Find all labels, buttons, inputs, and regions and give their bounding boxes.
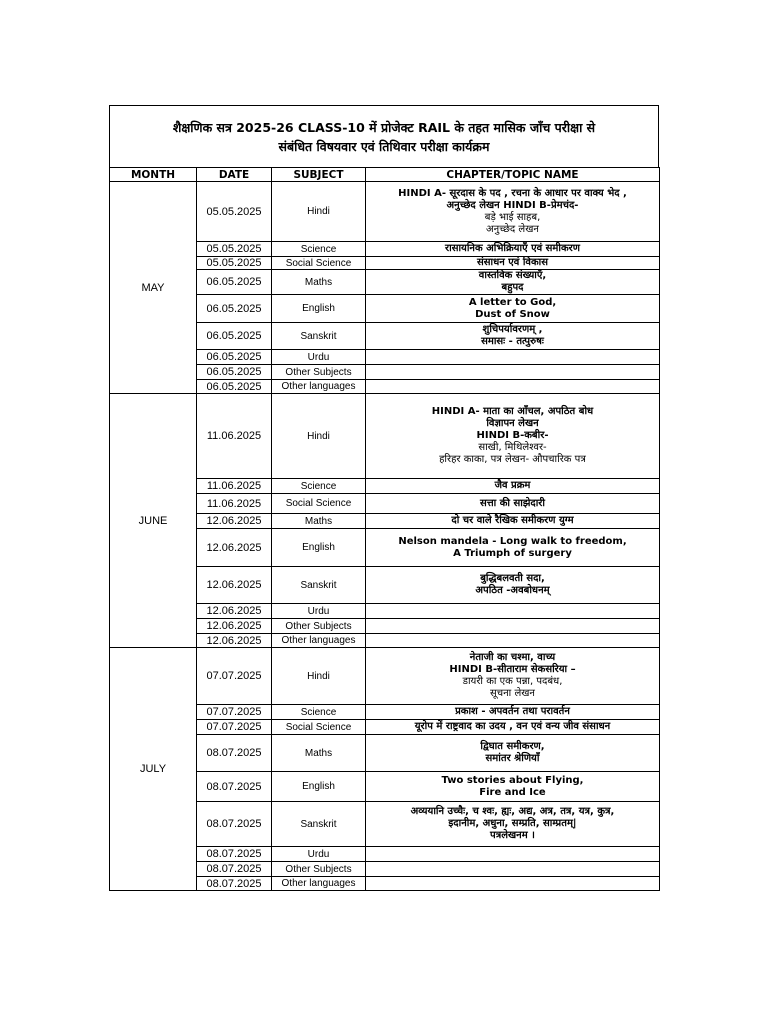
- topic-cell: [366, 772, 660, 802]
- topic-line: इदानीम, अधुना, सम्प्रति, साम्प्रतम्|: [448, 818, 577, 829]
- subject-cell: Other Subjects: [272, 365, 366, 380]
- topic-line: दो चर वाले रैखिक समीकरण युग्म: [451, 515, 574, 526]
- topic-line: समासः - तत्पुरुषः: [481, 336, 544, 347]
- month-cell: JULY: [110, 648, 197, 891]
- header-topic: CHAPTER/TOPIC NAME: [366, 168, 660, 182]
- topic-line: A letter to God,: [468, 296, 557, 308]
- topic-cell: [366, 604, 660, 619]
- subject-cell: Social Science: [272, 720, 366, 735]
- header-subject: SUBJECT: [272, 168, 366, 182]
- topic-line: रासायनिक अभिक्रियाएँ एवं समीकरण: [445, 243, 580, 254]
- date-cell: 11.06.2025: [197, 479, 272, 494]
- topic-cell: [366, 350, 660, 365]
- topic-line: HINDI A- माता का आँचल, अपठित बोध: [431, 406, 594, 417]
- date-cell: 12.06.2025: [197, 529, 272, 567]
- topic-cell: [366, 634, 660, 648]
- topic-line: अनुच्छेद लेखन: [486, 223, 539, 235]
- date-cell: 07.07.2025: [197, 705, 272, 720]
- date-cell: 06.05.2025: [197, 270, 272, 295]
- date-cell: 06.05.2025: [197, 350, 272, 365]
- subject-cell: English: [272, 529, 366, 567]
- subject-cell: Maths: [272, 514, 366, 529]
- date-cell: 06.05.2025: [197, 380, 272, 394]
- topic-cell: [366, 257, 660, 270]
- topic-cell: [366, 877, 660, 891]
- date-cell: 07.07.2025: [197, 720, 272, 735]
- date-cell: 05.05.2025: [197, 182, 272, 242]
- topic-line: अपठित -अवबोधनम्: [475, 585, 550, 596]
- subject-cell: Other Subjects: [272, 619, 366, 634]
- subject-cell: Urdu: [272, 604, 366, 619]
- topic-line: संसाधन एवं विकास: [476, 257, 549, 268]
- subject-cell: Science: [272, 242, 366, 257]
- topic-line: डायरी का एक पन्ना, पदबंध,: [462, 676, 563, 687]
- subject-cell: Maths: [272, 270, 366, 295]
- subject-cell: English: [272, 772, 366, 802]
- date-cell: 08.07.2025: [197, 862, 272, 877]
- date-cell: 05.05.2025: [197, 257, 272, 270]
- subject-cell: Social Science: [272, 494, 366, 514]
- topic-cell: [366, 365, 660, 380]
- topic-cell: [366, 479, 660, 494]
- subject-cell: Urdu: [272, 847, 366, 862]
- subject-cell: Hindi: [272, 394, 366, 479]
- topic-cell: [366, 619, 660, 634]
- topic-cell: [366, 242, 660, 257]
- table-row: [110, 648, 660, 705]
- topic-cell: [366, 705, 660, 720]
- subject-cell: Hindi: [272, 648, 366, 705]
- title-line-1: शैक्षणिक सत्र 2025-26 CLASS-10 में प्रोजेक्ट RAIL के तहत मासिक जाँच परीक्षा से: [172, 119, 596, 135]
- date-cell: 12.06.2025: [197, 604, 272, 619]
- topic-cell: [366, 648, 660, 705]
- topic-line: प्रकाश - अपवर्तन तथा परावर्तन: [455, 706, 570, 717]
- topic-line: बुद्धिबलवती सदा,: [480, 573, 545, 584]
- subject-cell: Sanskrit: [272, 802, 366, 847]
- topic-line: वास्तविक संख्याएँ,: [478, 270, 547, 281]
- schedule-table: [109, 167, 660, 891]
- date-cell: 11.06.2025: [197, 494, 272, 514]
- subject-cell: Science: [272, 705, 366, 720]
- date-cell: 08.07.2025: [197, 772, 272, 802]
- date-cell: 08.07.2025: [197, 877, 272, 891]
- date-cell: 07.07.2025: [197, 648, 272, 705]
- date-cell: 08.07.2025: [197, 735, 272, 772]
- topic-cell: [366, 323, 660, 350]
- subject-cell: Urdu: [272, 350, 366, 365]
- topic-line: Nelson mandela - Long walk to freedom,: [398, 535, 627, 547]
- topic-line: Fire and Ice: [479, 786, 546, 798]
- date-cell: 11.06.2025: [197, 394, 272, 479]
- topic-cell: [366, 394, 660, 479]
- document-title: [109, 105, 659, 167]
- topic-line: सत्ता की साझेदारी: [480, 497, 545, 509]
- subject-cell: Social Science: [272, 257, 366, 270]
- topic-line: पत्रलेखनम ।: [490, 830, 535, 841]
- subject-cell: Science: [272, 479, 366, 494]
- topic-line: Dust of Snow: [475, 308, 550, 320]
- topic-cell: [366, 494, 660, 514]
- topic-cell: [366, 270, 660, 295]
- topic-line: HINDI B-सीताराम सेकसरिया –: [449, 664, 576, 675]
- topic-line: नेताजी का चश्मा, वाच्य: [469, 652, 556, 663]
- date-cell: 06.05.2025: [197, 295, 272, 323]
- subject-cell: Other languages: [272, 634, 366, 648]
- topic-cell: [366, 182, 660, 242]
- topic-cell: [366, 567, 660, 604]
- date-cell: 08.07.2025: [197, 847, 272, 862]
- topic-line: A Triumph of surgery: [453, 547, 572, 559]
- topic-cell: [366, 529, 660, 567]
- topic-line: बड़े भाई साहब,: [484, 211, 541, 223]
- table-row: [110, 182, 660, 242]
- month-cell: MAY: [110, 182, 197, 394]
- topic-line: शुचिपर्यावरणम् ,: [482, 324, 543, 335]
- topic-cell: [366, 735, 660, 772]
- date-cell: 08.07.2025: [197, 802, 272, 847]
- topic-line: विज्ञापन लेखन: [486, 418, 539, 429]
- subject-cell: Hindi: [272, 182, 366, 242]
- topic-line: अनुच्छेद लेखन HINDI B-प्रेमचंद-: [446, 199, 579, 211]
- subject-cell: Other languages: [272, 380, 366, 394]
- month-cell: JUNE: [110, 394, 197, 648]
- date-cell: 12.06.2025: [197, 634, 272, 648]
- header-row: [110, 168, 660, 182]
- date-cell: 06.05.2025: [197, 365, 272, 380]
- table-row: [110, 394, 660, 479]
- topic-cell: [366, 295, 660, 323]
- exam-schedule-sheet: [109, 105, 659, 891]
- topic-line: बहुपद: [501, 282, 524, 293]
- topic-cell: [366, 847, 660, 862]
- topic-cell: [366, 514, 660, 529]
- subject-cell: Maths: [272, 735, 366, 772]
- topic-line: हरिहर काका, पत्र लेखन- औपचारिक पत्र: [439, 454, 586, 465]
- title-line-2: संबंधित विषयवार एवं तिथिवार परीक्षा कार्यक्रम: [278, 138, 490, 154]
- subject-cell: English: [272, 295, 366, 323]
- subject-cell: Sanskrit: [272, 567, 366, 604]
- topic-cell: [366, 862, 660, 877]
- topic-cell: [366, 720, 660, 735]
- topic-line: यूरोप में राष्ट्रवाद का उदय , वन एवं वन्य जीव संसाधन: [414, 721, 611, 732]
- date-cell: 05.05.2025: [197, 242, 272, 257]
- topic-line: समांतर श्रेणियाँ: [485, 753, 540, 764]
- subject-cell: Other languages: [272, 877, 366, 891]
- topic-line: Two stories about Flying,: [441, 774, 584, 786]
- topic-line: जैव प्रक्रम: [494, 480, 531, 491]
- date-cell: 12.06.2025: [197, 567, 272, 604]
- topic-line: HINDI A- सूरदास के पद , रचना के आधार पर वाक्य भेद ,: [398, 187, 627, 199]
- header-date: DATE: [197, 168, 272, 182]
- topic-line: अव्ययानि उच्चैः, च श्वः, ह्यः, अद्य, अत्र, तत्र, यत्र, कुत्र,: [410, 806, 615, 817]
- date-cell: 12.06.2025: [197, 619, 272, 634]
- topic-cell: [366, 802, 660, 847]
- topic-cell: [366, 380, 660, 394]
- date-cell: 12.06.2025: [197, 514, 272, 529]
- topic-line: सूचना लेखन: [490, 688, 535, 699]
- subject-cell: Sanskrit: [272, 323, 366, 350]
- header-month: MONTH: [110, 168, 197, 182]
- subject-cell: Other Subjects: [272, 862, 366, 877]
- topic-line: द्विघात समीकरण,: [480, 741, 545, 752]
- date-cell: 06.05.2025: [197, 323, 272, 350]
- topic-line: HINDI B-कबीर-: [476, 430, 549, 441]
- topic-line: साखी, मिथिलेश्वर-: [478, 442, 547, 453]
- schedule-body: [110, 182, 660, 891]
